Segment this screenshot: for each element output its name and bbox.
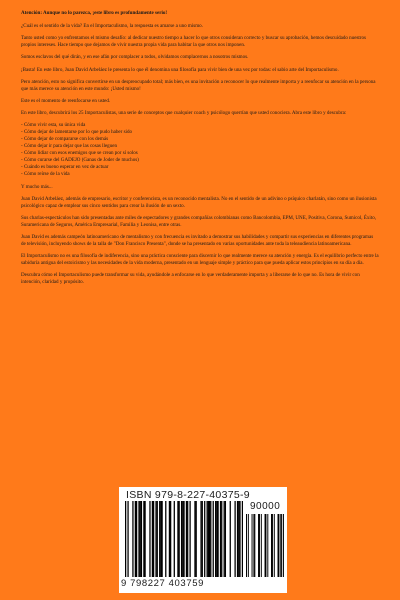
list-item: - Cómo dejar de lamentarse por lo que pudo haber sido	[21, 129, 132, 136]
barcode-bar	[248, 514, 249, 577]
barcode-bar	[220, 501, 221, 577]
barcode-bar	[177, 501, 178, 577]
barcode-bar	[179, 501, 180, 577]
barcode-bar	[181, 501, 182, 577]
benefits-list	[21, 122, 379, 178]
barcode-bar	[281, 514, 282, 577]
barcode-bar	[138, 501, 139, 577]
isbn-barcode	[119, 487, 287, 593]
paragraph: Tanto usted como yo enfrentamos el mismo desafío: al dedicar nuestro tiempo a hacer lo que otros consideran correcto y buscar su aprobación, hemos descuidado nuestros propios intereses. Hace tiempo que dejamos de vivir nuestra propia vida para habitar la que otros nos imponen.	[21, 35, 366, 49]
barcode-bar	[254, 514, 255, 577]
barcode-bar	[215, 501, 216, 577]
barcode-bar	[283, 514, 284, 577]
list-item: - Cuándo es bueno esperar en vez de actuar	[21, 164, 109, 171]
author-bio: Juan David es además campeón latinoamericano de mentalismo y con frecuencia es invitado a demostrar sus habilidades y compartir sus experiencias en diferentes programas de televisión, incluyendo shows de la talla de "Don Francisco Presenta", donde se ha presentado en varias oportunidades ante toda la teleaudiencia latinoamericana.	[21, 234, 374, 248]
barcode-bar	[159, 501, 160, 577]
paragraph: En este libro, descubrirá los 25 Importaculistas, una serie de conceptos que cualquier coach y psicólogo querrían que usted conociera. Abra este libro y descubra:	[21, 110, 347, 117]
barcode-bar	[239, 501, 240, 577]
barcode-bar	[169, 501, 170, 577]
paragraph: Este es el momento de reenfocarse en usted.	[21, 97, 111, 104]
barcode-bar	[234, 501, 235, 577]
barcode-bar	[216, 501, 217, 577]
barcode-bar	[187, 501, 188, 577]
barcode-bar	[160, 501, 161, 577]
barcode-bar	[149, 501, 150, 577]
barcode-bar	[265, 514, 266, 577]
barcode-bar	[278, 514, 279, 577]
barcode-bar	[230, 501, 231, 577]
barcode-bar	[278, 514, 279, 577]
paragraph: Somos esclavos del qué dirán, y en ese afán por complacer a todos, olvidamos complacernos a nosotros mismos.	[21, 54, 249, 61]
list-item: - Cómo reírse de la vida	[21, 171, 70, 178]
barcode-bar	[258, 514, 259, 577]
paragraph: ¿Cuál es el sentido de la vida? En el Importaculismo, la respuesta es amarse a uno mismo.	[21, 23, 203, 29]
barcode-bar	[209, 501, 210, 577]
barcode-bar	[144, 501, 145, 577]
barcode-bar	[261, 514, 262, 577]
barcode-bar	[157, 501, 158, 577]
barcode-bar	[155, 501, 156, 577]
barcode-bar	[280, 514, 281, 577]
barcode-bar	[237, 501, 238, 577]
isbn-label: ISBN 979-8-227-40375-9	[126, 489, 250, 501]
barcode-bar	[143, 501, 144, 577]
barcode-bar	[174, 501, 175, 577]
barcode-bar	[207, 501, 208, 577]
barcode-bar	[135, 501, 136, 577]
barcode-bar	[182, 501, 183, 577]
author-bio: Sus charlas-espectáculos han sido presentadas ante miles de espectadores y grandes compañías colombianas como Bancolombia, EPM, UNE, Positiva, Corona, Sumicol, Éxito, Suramericana de Seguros, América Empresarial, Familia y Leonisa, entre otras.	[21, 214, 377, 228]
barcode-bar	[217, 501, 218, 577]
barcode-bar	[200, 501, 201, 577]
barcode-bar	[265, 514, 266, 577]
list-item: - Cómo vivir esta, su única vida	[21, 122, 86, 129]
barcode-bar	[221, 501, 222, 577]
barcode-bar	[242, 501, 243, 577]
barcode-bar	[238, 501, 239, 577]
barcode-bar	[267, 514, 268, 577]
paragraph: Y mucho más...	[21, 183, 53, 190]
barcode-bar	[127, 501, 128, 577]
price-code: 90000	[250, 501, 281, 512]
barcode-bar	[189, 501, 190, 577]
barcode-bar	[259, 514, 260, 577]
barcode-bar	[152, 501, 153, 577]
barcode-bar	[170, 501, 171, 577]
barcode-bar	[202, 501, 203, 577]
barcode-bar	[165, 501, 166, 577]
ean-digits: 9 798227 403759	[121, 578, 204, 589]
barcode-bar	[183, 501, 184, 577]
barcode-bar	[141, 501, 142, 577]
lead-warning: Atención: Aunque no lo parezca, ¡este libro es profundamente serio!	[21, 10, 168, 16]
paragraph: Pero atención, esto no significa convertirse en un despreocupado total; más bien, es una invitación a reconocer lo que realmente importa y a reenfocar su atención en la persona que más merece su atención en este mundo: ¡Usted mismo!	[21, 78, 376, 92]
barcode-bar	[204, 501, 205, 577]
barcode-bar	[208, 501, 209, 577]
paragraph: El Importaculismo no es una filosofía de indiferencia, sino una práctica consciente para discernir lo que realmente merece su atención y energía. Es el equilibrio perfecto entre la sabiduría antigua del estoicismo y las necesidades de la vida moderna, presentado en un lenguaje simple y práctico para que pueda aplicar estos principios en su día a día.	[21, 253, 379, 267]
paragraph: ¡Basta! En este libro, Juan David Arbeláez le presenta lo que él denomina una filosofía para vivir bien de una vez por todas: el sabio arte del Importaculismo.	[21, 66, 339, 73]
paragraph: Descubra cómo el Importaculismo puede transformar su vida, ayudándole a enfocarse en lo que verdaderamente importa y a liberarse de lo que no. Es hora de vivir con intención, claridad y propósito.	[21, 272, 360, 286]
list-item: - Cómo dejar de compararse con los demás	[21, 136, 109, 143]
addon-barcode-bars	[246, 514, 284, 577]
barcode-bar	[136, 501, 137, 577]
barcode-bar	[153, 501, 154, 577]
barcode-bar	[274, 514, 275, 577]
barcode-bar	[125, 501, 126, 577]
barcode-bar	[224, 501, 225, 577]
list-item: - Cómo curarse del GADEJO (Ganas de Joder de muchos)	[21, 157, 139, 164]
barcode-bar	[213, 501, 214, 577]
barcode-bar	[253, 514, 254, 577]
ean-barcode-bars	[125, 501, 243, 577]
barcode-bar	[271, 514, 272, 577]
barcode-bar	[246, 514, 247, 577]
barcode-bar	[252, 514, 253, 577]
barcode-bar	[272, 514, 273, 577]
barcode-bar	[140, 501, 141, 577]
list-item: - Cómo lidiar con esos enemigos que se crean por sí solos	[21, 150, 138, 157]
back-cover-text	[21, 10, 379, 292]
list-item: - Cómo dejar ir para dejar que las cosas lleguen	[21, 143, 117, 150]
barcode-bar	[186, 501, 187, 577]
barcode-bar	[210, 501, 211, 577]
barcode-bar	[225, 501, 226, 577]
barcode-bar	[161, 501, 162, 577]
barcode-bar	[196, 501, 197, 577]
author-bio: Juan David Arbeláez, además de empresario, escritor y conferencista, es un reconocido mentalista. No en el sentido de un adivino o psíquico charlatán, sino como un ilusionista psicológico capaz de emplear sus cinco sentidos para crear la ilusión de un sexto.	[21, 195, 377, 209]
barcode-bar	[194, 501, 195, 577]
barcode-bar	[132, 501, 133, 577]
